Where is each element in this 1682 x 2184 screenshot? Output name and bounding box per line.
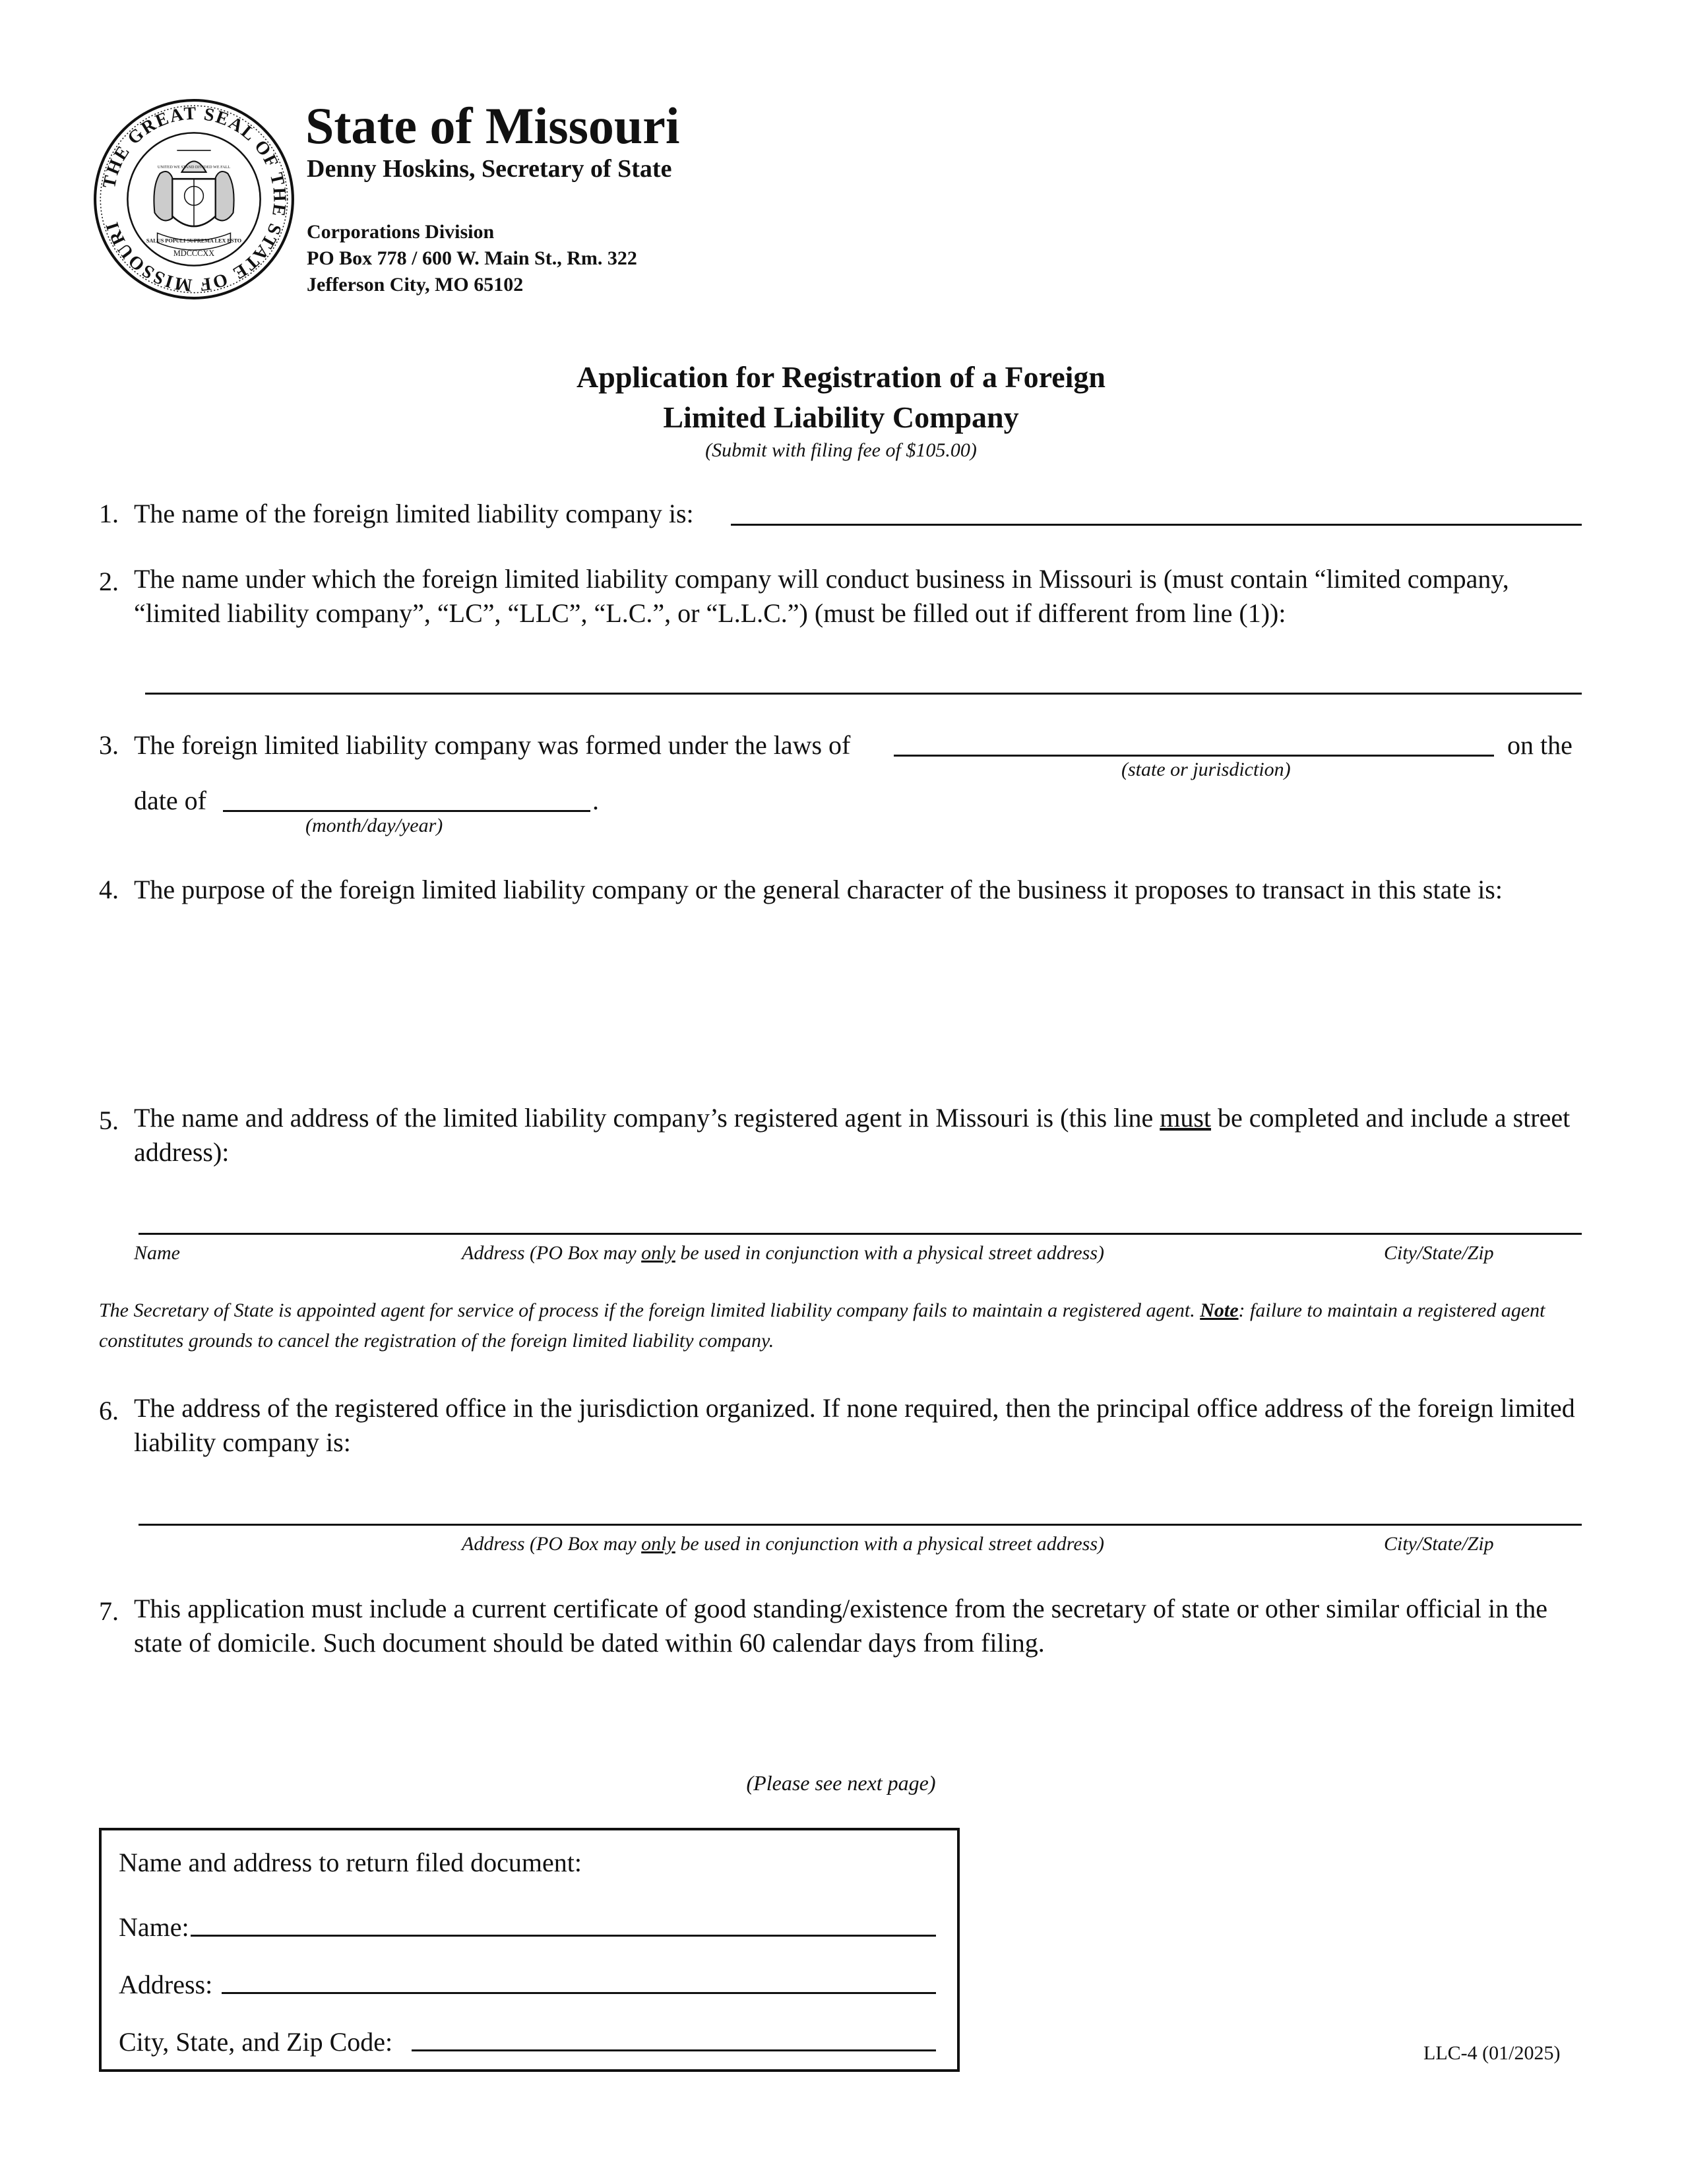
formation-jurisdiction-field[interactable] <box>894 755 1494 757</box>
registered-agent-field[interactable] <box>139 1233 1582 1235</box>
must-emphasis: must <box>1160 1103 1212 1133</box>
address-caption-b: be used in conjunction with a physical street address) <box>680 1242 1104 1264</box>
item-number-5: 5. <box>99 1106 119 1135</box>
registered-office-field[interactable] <box>139 1524 1582 1526</box>
svg-text:UNITED WE STAND DIVIDED WE FAL: UNITED WE STAND DIVIDED WE FALL <box>157 165 231 170</box>
item-number-4: 4. <box>99 875 119 904</box>
registered-agent-note <box>99 1295 1583 1356</box>
division-address-1: PO Box 778 / 600 W. Main St., Rm. 322 <box>307 247 637 269</box>
form-identifier: LLC-4 (01/2025) <box>1423 2042 1561 2064</box>
note-label: Note <box>1200 1299 1239 1321</box>
return-address-box <box>99 1828 960 2072</box>
office-city-state-zip-caption: City/State/Zip <box>1384 1533 1494 1555</box>
item-2-text: The name under which the foreign limited liability company will conduct business in Missouri is (must contain “limited company, “limited liability company”, “LC”, “LLC”, “L.C.”, or “L.L.C.”) (must be filled out if different from line (1)): <box>134 564 1509 628</box>
division-address-2: Jefferson City, MO 65102 <box>307 274 524 296</box>
office-address-caption-b: be used in conjunction with a physical street address) <box>680 1533 1104 1555</box>
item-5-text <box>134 1101 1585 1170</box>
formation-date-field[interactable] <box>223 810 590 812</box>
svg-text:THE GREAT SEAL OF THE STATE OF: THE GREAT SEAL OF THE STATE OF MISSOURI <box>98 102 291 296</box>
item-5-text-a: The name and address of the limited liability company’s registered agent in Missouri is (this line <box>134 1103 1154 1133</box>
note-text-a: The Secretary of State is appointed agent for service of process if the foreign limited liability company fails to maintain a registered agent. <box>99 1299 1195 1321</box>
return-address-field[interactable] <box>222 1992 936 1994</box>
agency-title: State of Missouri <box>305 97 680 154</box>
month-day-year-caption: (month/day/year) <box>305 815 443 836</box>
item-1-text: The name of the foreign limited liability company is: <box>134 499 694 528</box>
return-name-label: Name: <box>119 1912 189 1942</box>
return-name-field[interactable] <box>191 1935 936 1937</box>
form-title-line-1: Application for Registration of a Foreign <box>576 360 1106 394</box>
office-address-caption-a: Address (PO Box may <box>462 1533 637 1555</box>
item-3-on-the: on the <box>1507 730 1573 760</box>
svg-text:MDCCCXX: MDCCCXX <box>173 249 215 259</box>
agent-name-caption: Name <box>134 1242 180 1264</box>
purpose-field-area[interactable] <box>134 914 1582 1072</box>
address-caption-a: Address (PO Box may <box>462 1242 637 1264</box>
return-csz-field[interactable] <box>412 2049 936 2051</box>
only-emphasis: only <box>641 1242 675 1264</box>
item-4-text: The purpose of the foreign limited liability company or the general character of the business it proposes to transact in this state is: <box>134 875 1503 904</box>
svg-text:SALUS POPULI SUPREMA LEX ESTO: SALUS POPULI SUPREMA LEX ESTO <box>146 237 242 244</box>
item-3-period: . <box>592 786 599 815</box>
item-number-3: 3. <box>99 730 119 760</box>
secretary-name: Denny Hoskins, Secretary of State <box>307 155 672 183</box>
return-box-title: Name and address to return filed document: <box>119 1848 582 1877</box>
item-3-text: The foreign limited liability company was formed under the laws of <box>134 730 851 760</box>
form-title-line-2: Limited Liability Company <box>663 400 1019 434</box>
missouri-business-name-field[interactable] <box>145 693 1582 695</box>
return-address-label: Address: <box>119 1970 213 1999</box>
agent-city-state-zip-caption: City/State/Zip <box>1384 1242 1494 1264</box>
division-name: Corporations Division <box>307 221 495 243</box>
see-next-page-note: (Please see next page) <box>746 1771 936 1795</box>
item-number-2: 2. <box>99 567 119 596</box>
agent-address-caption <box>462 1242 1104 1264</box>
item-3-date-of: date of <box>134 786 206 815</box>
state-seal-logo <box>92 98 296 301</box>
note-text-b: : failure to maintain a registered agent constitutes grounds to cancel the registration of the foreign limited liability company. <box>99 1299 1545 1352</box>
item-6-text: The address of the registered office in the jurisdiction organized. If none required, then the principal office address of the foreign limited liability company is: <box>134 1393 1575 1457</box>
state-jurisdiction-caption: (state or jurisdiction) <box>1121 759 1291 780</box>
item-number-6: 6. <box>99 1396 119 1425</box>
office-only-emphasis: only <box>641 1533 675 1555</box>
item-number-1: 1. <box>99 499 119 528</box>
item-5-text-b: be completed and include a street address): <box>134 1103 1571 1167</box>
item-number-7: 7. <box>99 1596 119 1626</box>
office-address-caption <box>462 1533 1104 1555</box>
company-name-field[interactable] <box>731 524 1582 526</box>
item-7-text: This application must include a current certificate of good standing/existence from the secretary of state or other similar official in the state of domicile. Such document should be dated within 60 calendar days from filing. <box>134 1594 1547 1658</box>
return-csz-label: City, State, and Zip Code: <box>119 2027 393 2057</box>
filing-fee-note: (Submit with filing fee of $105.00) <box>705 439 977 461</box>
